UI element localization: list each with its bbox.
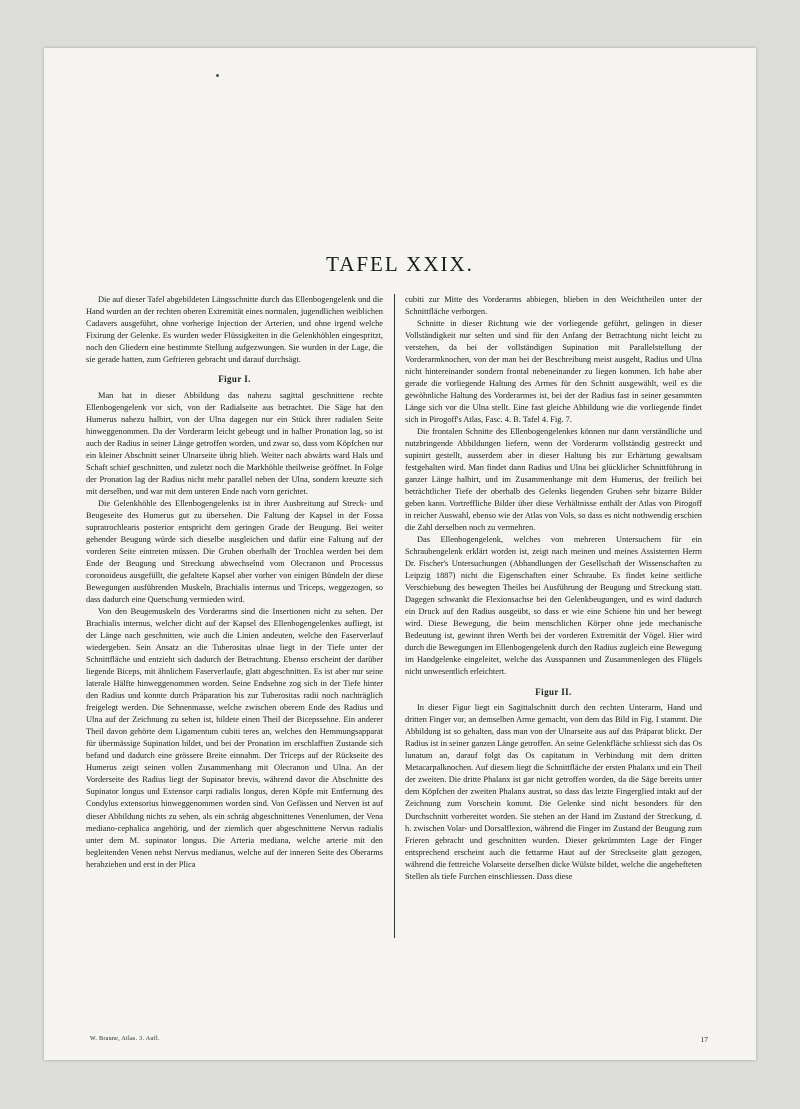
- right-paragraph-2: Die frontalen Schnitte des Ellenbogengelenkes können nur dann verständliche und nutzbringende Abbildungen liefern, wenn der Vorderarm vollständig gestreckt und supinirt gestellt, ausserdem aber in dieser Haltung bis zur Erhärtung gewaltsam festgehalten wird. Man findet dann Radius und Ulna bei glücklicher Schnittführung in ganzer Länge halbirt, und im Zusammenhange mit dem Humerus, der freilich bei beträchtlicher Tiefe der oberhalb des Gelenks liegenden Gruben sehr bizarre Bilder geben kann. Vortreffliche Bilder über diese Verhältnisse enthält der Atlas von Pirogoff in reicher Auswahl, ebenso wie der Atlas von Vols, so dass es nicht nothwendig erschien die Zahl derselben noch zu vermehren.: [405, 427, 702, 533]
- right-paragraph-3: Das Ellenbogengelenk, welches von mehreren Untersuchern für ein Schraubengelenk erklärt worden ist, zeigt nach meinen und meines Assistenten Herrn Dr. Fischer's Untersuchungen (Abhandlungen der Gesellschaft der Wissenschaften zu Leipzig 1887) nicht die Eigenschaften einer Schraube. Es findet keine seitliche Verschiebung des bewegten Theiles bei Ausführung der Beugung und Streckung statt. Dagegen schwankt die Flexionsachse bei den Gelenkbeugungen, und es wird dadurch ein Druck auf den Radius ausgeübt, so dass er wie eine Schiene hin und her bewegt wird. Diese Bewegung, die beim menschlichen Körper ohne jede mechanische Bedeutung ist, gewinnt ihren Werth bei der vorderen Extremität der Vögel. Hier wird durch die Bewegungen im Ellenbogengelenk durch den Radius zugleich eine Bewegung im Handgelenke eingeleitet, welche das Ausspannen und Zusammenlegen des Flügels nicht unwesentlich erleichtert.: [405, 535, 702, 677]
- intro-paragraph: Die auf dieser Tafel abgebildeten Längsschnitte durch das Ellenbogengelenk und die Hand wurden an der rechten oberen Extremität eines normalen, jugendlichen weiblichen Cadavers ausgeführt, ohne vorherige Injection der Arterien, und ohne irgend welche Fixirung der Gelenke. Es wurden weder Flüssigkeiten in die Gelenkhöhlen eingespritzt, noch den Gliedern eine bestimmte Stellung aufgezwungen. Sie wurden in der Lage, die sie gerade hatten, zum Gefrieren gebracht und darauf durchsägt.: [86, 295, 383, 365]
- continued-paragraph: cubiti zur Mitte des Vorderarms abbiegen, blieben in den Weichtheilen unter der Schnittfläche verborgen.: [405, 295, 702, 317]
- figure-1-paragraph-2: Die Gelenkhöhle des Ellenbogengelenks ist in ihrer Ausbreitung auf Streck- und Beugeseite des Humerus gut zu übersehen. Die Faltung der Kapsel in der Fossa supratrochlearis posterior entspricht dem geringen Grade der Beugung. Bei weiter gehender Beugung würde sich dieselbe ausgleichen und dafür eine Faltung auf der vorderen Seite eintreten müssen. Die Gruben oberhalb der Trochlea werden bei dem Ende der Beugung und Streckung abwechselnd vom Olecranon und Processus coronoideus ausgefüllt, die gefaltete Kapsel aber vorher von einigen Bündeln der diese Bewegungen ausführenden Muskeln, Brachialis internus und Triceps, weggezogen, so dass dadurch eine Quetschung vermieden wird.: [86, 499, 383, 605]
- right-column: [405, 294, 702, 883]
- column-divider: [394, 294, 395, 938]
- document-page: [44, 48, 756, 1060]
- figure-1-paragraph-3: Von den Beugemuskeln des Vorderarms sind die Insertionen nicht zu sehen. Der Brachialis internus, welcher dicht auf der Kapsel des Ellenbogengelenkes aufliegt, ist der Länge nach geschnitten, wie auch die Linien andeuten, welche den Faserverlauf wiedergeben. Sein Ansatz an die Tuberositas ulnae liegt in der Tiefe unter der Schnittfläche und entzieht sich dadurch der Betrachtung. Ebenso erscheint der darüber liegende Biceps, mit ähnlichem Faserverlaufe, glatt abgeschnitten. Es ist aber nur seine laterale Hälfte hinweggenommen worden. Seine Endsehne zog sich in der Tiefe hinter den Radius und konnte durch Präparation bis zur Tuberositas radii noch nachträglich freigelegt werden. Die Sehnenmasse, welche zwischen oberem Ende des Radius und Ulna auf der Zeichnung zu sehen ist, bildete einen Theil der Bicepssehne. Ein anderer Theil davon gehörte dem Ligamentum cubiti teres an, welches den Hemmungsapparat für übermässige Supination bildet, und bei der Pronation im erschlafften Zustande sich befand und dadurch eine grössere Breite einnahm. Der Triceps auf der Rückseite des Humerus zeigt seinen vollen Zusammenhang mit Olecranon und Ulna. An der Vorderseite des Radius liegt der Supinator brevis, während davor die Abschnitte des Supinator longus und Extensor carpi radialis longus, deren Köpfe mit Entfernung des Condylus extensorius hinweggenommen worden sind. Von Gefässen und Nerven ist auf dieser Abbildung nichts zu sehen, als ein schräg abgeschnittenes Venenlumen, der Vena mediano-cephalica angehörig, und der ziemlich quer abgeschnittene Nervus radialis unter dem M. supinator longus. Die Arteria mediana, welche arterie mit den begleitenden Venen nebst Nervus medianus, welche auf der inneren Seite des Oberarms herabziehen und erst in der Plica: [86, 607, 383, 869]
- figure-1-heading: Figur I.: [218, 374, 251, 385]
- page-title: TAFEL XXIX.: [326, 252, 474, 276]
- print-mark: [216, 74, 219, 77]
- figure-1-paragraph-1: Man hat in dieser Abbildung das nahezu sagittal geschnittene rechte Ellenbogengelenk vor sich, von der Radialseite aus betrachtet. Die Säge hat den Humerus nahezu halbirt, von der Ulna dagegen nur ein Stück ihrer radialen Seite hinweggenommen. Da der Vorderarm leicht gebeugt und in halber Pronation lag, so ist auch der Radius in seiner Länge getroffen worden, und zwar so, dass vom Köpfchen nur ein kleiner Abschnitt seiner Ulnarseite übrig blieb. Weiter nach abwärts ward Hals und Schaft schief geschnitten, und zuletzt noch die Markhöhle theilweise geöffnet. In Folge der Pronation lag der Radius nicht mehr parallel neben der Ulna, sondern kreuzte sich mit derselben, und war mit dem unteren Ende nach vorn gerichtet.: [86, 390, 383, 497]
- figure-2-paragraph: In dieser Figur liegt ein Sagittalschnitt durch den rechten Unterarm, Hand und dritten Finger vor, an demselben Arme gemacht, von dem das Bild in Fig. I stammt. Die Abbildung ist so gehalten, dass man von der Ulnarseite aus auf das Präparat blickt. Der Radius ist in seiner ganzen Länge getroffen. An seine Gelenkfläche schliesst sich das Os lunatum an, darauf folgt das Os capitatum in Verbindung mit dem dritten Metacarpalknochen. Auf diesem liegt die Schnittfläche der ersten Phalanx und ein Theil der zweiten. Die dritte Phalanx ist gar nicht getroffen worden, da die Säge bereits unter dem Köpfchen der zweiten Phalanx austrat, so dass das letzte Fingerglied intakt auf der Zeichnung zum Vorschein kommt. Die Gelenke sind nicht besonders für den Durchschnitt vorbereitet worden. Sie stehen an der Hand im Zustand der Streckung, d. h. zwischen Volar- und Dorsalflexion, während die Finger im Zustand der Beugung zum Frieren gebracht und geschnitten wurden. Dieser gekrümmten Lage der Finger entsprechend erscheint auch die fettarme Haut auf der Streckseite glatt gezogen, während die fettreiche Volarseite derselben dicke Wülste bildet, welche die angehefteten Stellen als tiefe Furchen einschliessen. Dass diese: [405, 703, 702, 881]
- right-paragraph-1: Schnitte in dieser Richtung wie der vorliegende geführt, gelingen in dieser Vollständigkeit nur selten und sind für den Anfang der Betrachtung nicht leicht zu verstehen, da bei der vollständigen Supination mit Parallelstellung der Vorderarmknochen, von der man bei der Beschreibung meist ausgeht, Radius und Ulna nicht hintereinander sondern frontal nebeneinander zu liegen kommen. Ich habe aber gerade die vorliegende Haltung des Armes für den Schnitt ausgewählt, weil es die gewöhnliche Haltung des Vorderarmes ist, bei der der Radius fast in seiner gesammten Länge sich vor die Ulna stellt. Eine fast gleiche Abbildung wie die vorliegende findet sich in Pirogoff's Atlas, Fasc. 4. B. Tafel 4. Fig. 7.: [405, 319, 702, 425]
- page-number: 17: [700, 1035, 708, 1044]
- left-column: [86, 294, 383, 871]
- footer-citation: W. Braune, Atlas. 3. Aufl.: [90, 1036, 160, 1042]
- figure-2-heading: Figur II.: [535, 686, 572, 697]
